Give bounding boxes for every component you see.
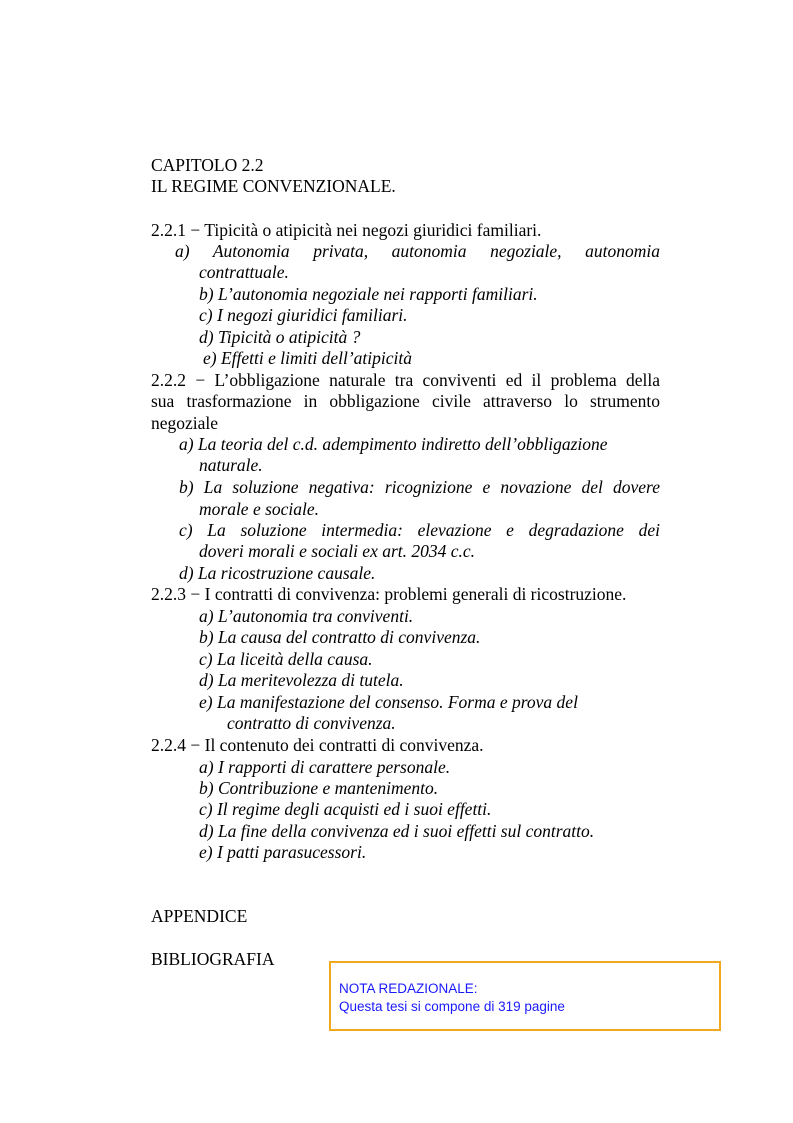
toc-item-2-2-1-c: c) I negozi giuridici familiari. <box>199 305 408 325</box>
toc-item-2-2-3-e-cont: contratto di convivenza. <box>227 713 396 733</box>
toc-item-2-2-2-b: b) La soluzione negativa: ricognizione e novazione del dovere <box>179 477 660 497</box>
section-heading-2-2-4: 2.2.4 − Il contenuto dei contratti di convivenza. <box>151 735 484 755</box>
bibliography-heading: BIBLIOGRAFIA <box>151 949 275 969</box>
toc-item-2-2-3-a: a) L’autonomia tra conviventi. <box>199 606 414 626</box>
section-heading-2-2-2-end: negoziale <box>151 413 219 433</box>
toc-item-2-2-3-c: c) La liceità della causa. <box>199 649 373 669</box>
chapter-number: CAPITOLO 2.2 <box>151 155 264 175</box>
editorial-note-title: NOTA REDAZIONALE: <box>339 981 478 996</box>
toc-item-2-2-2-b-cont: morale e sociale. <box>199 499 320 519</box>
toc-item-2-2-1-b: b) L’autonomia negoziale nei rapporti familiari. <box>199 284 538 304</box>
section-heading-2-2-2: 2.2.2 − L’obbligazione naturale tra conviventi ed il problema della <box>151 370 660 390</box>
toc-item-2-2-4-d: d) La fine della convivenza ed i suoi effetti sul contratto. <box>199 821 595 841</box>
section-heading-2-2-1: 2.2.1 − Tipicità o atipicità nei negozi giuridici familiari. <box>151 220 542 240</box>
toc-item-2-2-2-a-cont: naturale. <box>199 455 263 475</box>
toc-item-2-2-4-b: b) Contribuzione e mantenimento. <box>199 778 439 798</box>
section-heading-2-2-2-cont: sua trasformazione in obbligazione civile attraverso lo strumento <box>151 391 660 411</box>
chapter-title: IL REGIME CONVENZIONALE. <box>151 176 396 196</box>
toc-item-2-2-1-e: e) Effetti e limiti dell’atipicità <box>203 348 412 368</box>
toc-item-2-2-4-a: a) I rapporti di carattere personale. <box>199 757 451 777</box>
toc-item-2-2-4-e: e) I patti parasucessori. <box>199 842 367 862</box>
toc-item-2-2-3-b: b) La causa del contratto di convivenza. <box>199 627 481 647</box>
editorial-note-text: Questa tesi si compone di 319 pagine <box>339 999 565 1014</box>
toc-item-2-2-4-c: c) Il regime degli acquisti ed i suoi effetti. <box>199 799 492 819</box>
toc-item-2-2-1-a: a) Autonomia privata, autonomia negoziale, autonomia <box>175 241 660 261</box>
toc-item-2-2-3-d: d) La meritevolezza di tutela. <box>199 670 404 690</box>
section-heading-2-2-3: 2.2.3 − I contratti di convivenza: problemi generali di ricostruzione. <box>151 584 627 604</box>
toc-item-2-2-2-c: c) La soluzione intermedia: elevazione e degradazione dei <box>179 520 660 540</box>
toc-item-2-2-2-a: a) La teoria del c.d. adempimento indiretto dell’obbligazione <box>179 434 608 454</box>
appendix-heading: APPENDICE <box>151 906 248 926</box>
toc-item-2-2-1-d: d) Tipicità o atipicità ? <box>199 327 361 347</box>
editorial-note-box <box>329 961 721 1031</box>
toc-item-2-2-3-e: e) La manifestazione del consenso. Forma e prova del <box>199 692 578 712</box>
toc-item-2-2-2-d: d) La ricostruzione causale. <box>179 563 376 583</box>
toc-item-2-2-2-c-cont: doveri morali e sociali ex art. 2034 c.c. <box>199 541 476 561</box>
toc-item-2-2-1-a-cont: contrattuale. <box>199 262 289 282</box>
